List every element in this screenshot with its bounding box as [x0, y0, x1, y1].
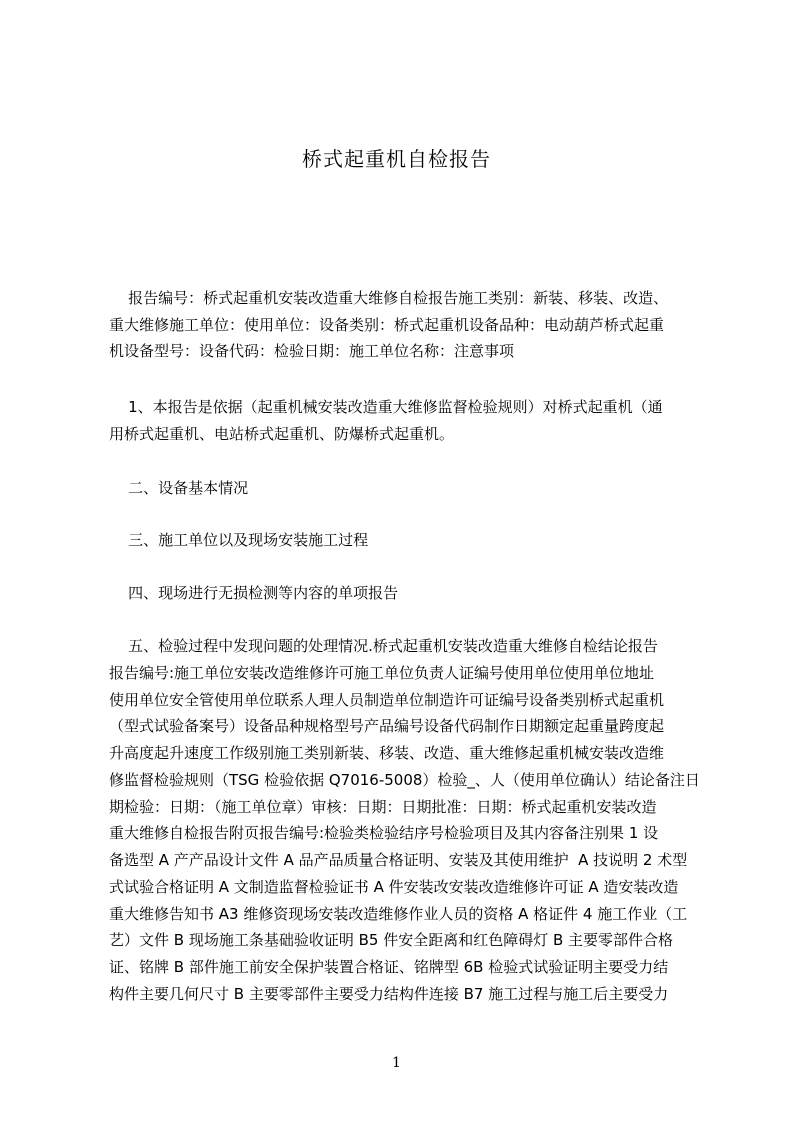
section-5-line: 修监督检验规则（TSG 检验依据 Q7016-5008）检验_、人（使用单位确认）结论备注日: [109, 770, 700, 789]
section-5-line: 证、铭牌 B 部件施工前安全保护装置合格证、铭牌型 6B 检验式试验证明主要受力结: [109, 958, 669, 976]
section-4-line: 四、现场进行无损检测等内容的单项报告: [109, 584, 399, 602]
header-info-line: 机设备型号：设备代码：检验日期：施工单位名称：注意事项: [109, 342, 515, 361]
section-5-line: 式试验合格证明 A 文制造监督检验证书 A 件安装改安装改造维修许可证 A 造安装改造: [109, 877, 679, 896]
section-5-line: 重大维修自检报告附页报告编号:检验类检验结序号检验项目及其内容备注别果 1 设: [109, 824, 659, 843]
section-5-line: 五、检验过程中发现问题的处理情况.桥式起重机安装改造重大维修自检结论报告: [109, 637, 658, 655]
section-2-heading: [109, 475, 709, 502]
section-3-line: 三、施工单位以及现场安装施工过程: [109, 531, 369, 549]
section-5-line: 使用单位安全管使用单位联系人理人员制造单位制造许可证编号设备类别桥式起重机: [109, 690, 665, 709]
header-info-line: 重大维修施工单位：使用单位：设备类别：桥式起重机设备品种：电动葫芦桥式起重: [109, 315, 665, 334]
page-number: 1: [392, 1055, 401, 1071]
note-1-paragraph: [109, 394, 709, 447]
header-info-line: 报告编号：桥式起重机安装改造重大维修自检报告施工类别：新装、移装、改造、: [109, 289, 669, 307]
section-5-paragraph: [109, 633, 709, 1008]
section-5-line: 报告编号:施工单位安装改造维修许可施工单位负责人证编号使用单位使用单位地址: [109, 663, 655, 682]
header-info-paragraph: [109, 285, 709, 365]
note-1-line: 1、本报告是依据（起重机械安装改造重大维修监督检验规则）对桥式起重机（通: [109, 398, 663, 416]
section-5-line: 期检验：日期：（施工单位章）审核：日期：日期批准：日期：桥式起重机安装改造: [109, 797, 657, 816]
section-5-line: 构件主要几何尺寸 B 主要零部件主要受力结构件连接 B7 施工过程与施工后主要受力: [109, 984, 669, 1003]
section-5-line: 升高度起升速度工作级别施工类别新装、移装、改造、重大维修起重机械安装改造维: [109, 744, 665, 762]
section-5-line: 备选型 A 产产品设计文件 A 品产品质量合格证明、安装及其使用维护 A 技说明 2 术型: [109, 851, 688, 869]
section-5-line: 艺）文件 B 现场施工条基础验收证明 B5 件安全距离和红色障碍灯 B 主要零部件合格: [109, 931, 674, 950]
section-5-line: 重大维修告知书 A3 维修资现场安装改造维修作业人员的资格 A 格证件 4 施工作业（工: [109, 904, 688, 923]
section-3-heading: [109, 527, 709, 554]
document-title: 桥式起重机自检报告: [302, 147, 491, 171]
section-2-line: 二、设备基本情况: [109, 479, 249, 497]
section-4-heading: [109, 580, 709, 607]
note-1-line: 用桥式起重机、电站桥式起重机、防爆桥式起重机。: [109, 424, 455, 443]
section-5-line: （型式试验备案号）设备品种规格型号产品编号设备代码制作日期额定起重量跨度起: [109, 717, 665, 736]
